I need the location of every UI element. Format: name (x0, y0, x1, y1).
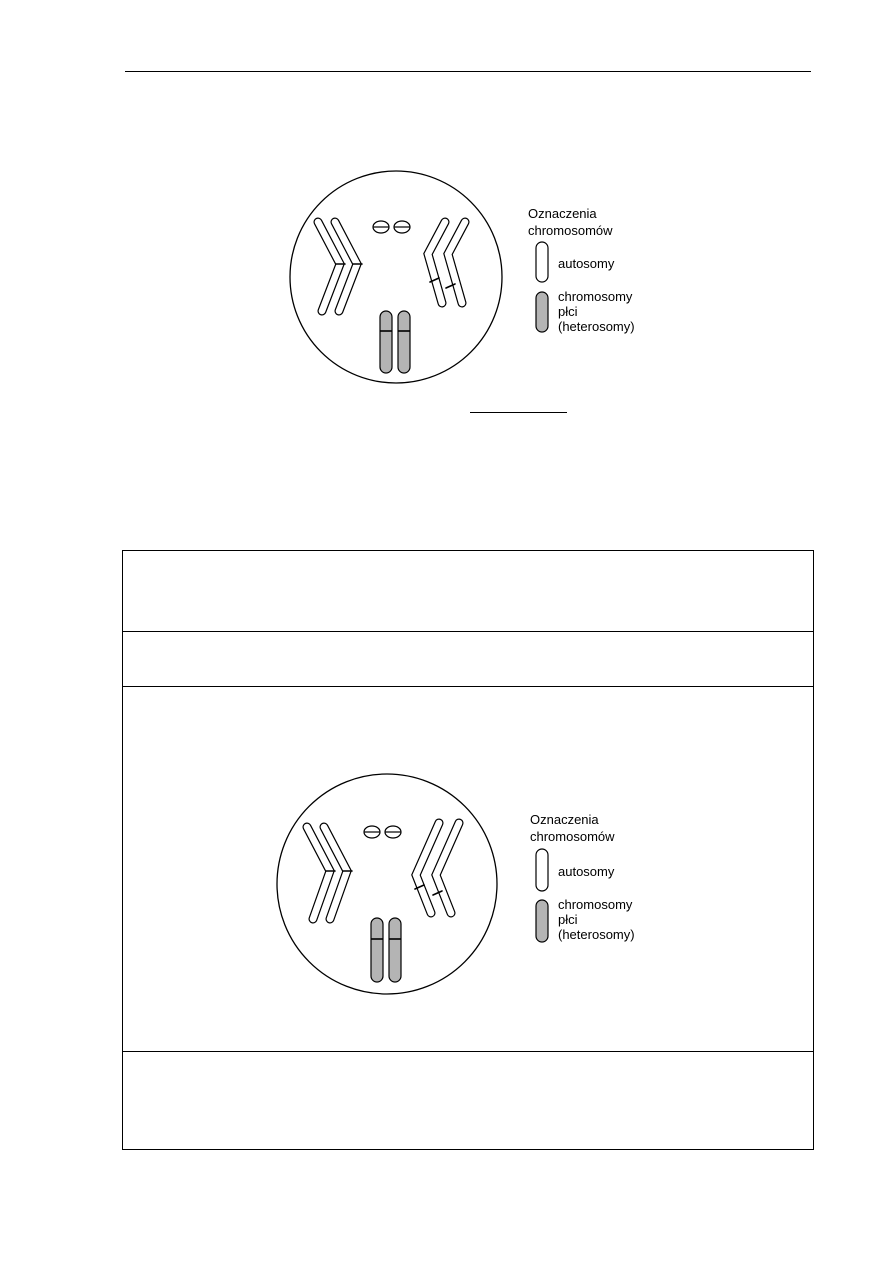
cell-diagram (285, 170, 685, 390)
table-row-divider-3 (123, 1051, 813, 1052)
legend-heterosome-swatch (536, 900, 548, 942)
legend-heterosome-swatch (536, 292, 548, 332)
legend (530, 812, 635, 942)
cell-diagram (276, 775, 676, 1005)
legend-sex-line3: (heterosomy) (558, 319, 635, 334)
table-row-divider-1 (123, 631, 813, 632)
legend-autosomes-label: autosomy (558, 864, 615, 879)
cell-outline (290, 171, 502, 383)
cell-figure-bottom (276, 775, 676, 1005)
legend-title-line1: Oznaczenia (528, 206, 597, 221)
legend-autosome-swatch (536, 242, 548, 282)
legend-sex-line2: płci (558, 912, 578, 927)
legend-sex-line1: chromosomy (558, 289, 633, 304)
legend-autosomes-label: autosomy (558, 256, 615, 271)
cell-figure-top (285, 170, 685, 390)
table-row-divider-2 (123, 686, 813, 687)
legend-title-line1: Oznaczenia (530, 812, 599, 827)
legend-autosome-swatch (536, 849, 548, 891)
cell-outline (277, 774, 497, 994)
legend-title-line2: chromosomów (530, 829, 615, 844)
header-rule (125, 71, 811, 72)
legend-sex-line3: (heterosomy) (558, 927, 635, 942)
legend-sex-line1: chromosomy (558, 897, 633, 912)
answer-table (122, 550, 814, 1150)
legend (528, 206, 635, 334)
answer-blank-line (470, 412, 567, 413)
legend-sex-line2: płci (558, 304, 578, 319)
legend-title-line2: chromosomów (528, 223, 613, 238)
